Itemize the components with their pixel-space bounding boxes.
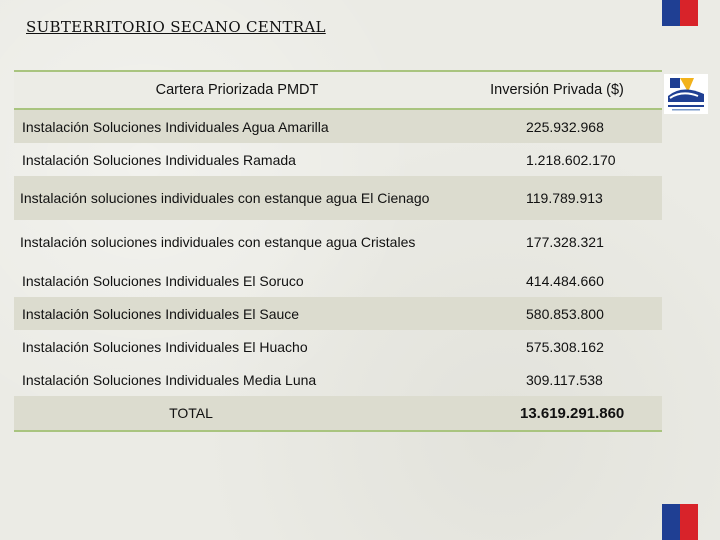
flag-stripe-blue-top: [662, 0, 680, 26]
row-name: Instalación Soluciones Individuales El Soruco: [22, 272, 304, 289]
row-value: 119.789.913: [460, 176, 662, 220]
row-name: Instalación soluciones individuales con estanque agua El Cienago: [14, 176, 460, 220]
table-row: [14, 109, 662, 143]
page-title: SUBTERRITORIO SECANO CENTRAL: [26, 18, 326, 36]
row-value: 580.853.800: [460, 297, 662, 330]
gobierno-regional-logo-icon: [664, 74, 708, 114]
row-value: 1.218.602.170: [526, 151, 616, 168]
row-name: Instalación soluciones individuales con estanque agua Cristales: [20, 233, 416, 250]
flag-stripe-blue-bottom: [662, 504, 680, 540]
row-value: 225.932.968: [460, 109, 662, 143]
table-row: [14, 176, 662, 220]
header-cartera: Cartera Priorizada PMDT: [14, 71, 460, 109]
table-header-row: [14, 71, 662, 109]
total-value: 13.619.291.860: [460, 396, 662, 431]
row-name: Instalación Soluciones Individuales El Huacho: [22, 338, 308, 355]
table-row: [14, 330, 662, 363]
flag-stripe-red-bottom: [680, 504, 698, 540]
total-label: TOTAL: [14, 396, 460, 431]
total-row: [14, 396, 662, 431]
table-row: [14, 363, 662, 396]
row-value: 414.484.660: [526, 272, 604, 289]
row-value: 575.308.162: [526, 338, 604, 355]
row-name: Instalación Soluciones Individuales El Sauce: [14, 297, 460, 330]
row-value: 177.328.321: [526, 234, 604, 250]
table-row: [14, 220, 662, 264]
row-name: Instalación Soluciones Individuales Agua Amarilla: [14, 109, 460, 143]
row-name: Instalación Soluciones Individuales Ramada: [22, 151, 296, 168]
row-value: 309.117.538: [526, 371, 603, 388]
table-row: [14, 143, 662, 176]
header-inversion: Inversión Privada ($): [460, 71, 662, 109]
table-row: [14, 297, 662, 330]
flag-stripe-red-top: [680, 0, 698, 26]
row-name: Instalación Soluciones Individuales Media Luna: [22, 371, 317, 388]
table-row: [14, 264, 662, 297]
investment-table: [14, 70, 662, 432]
